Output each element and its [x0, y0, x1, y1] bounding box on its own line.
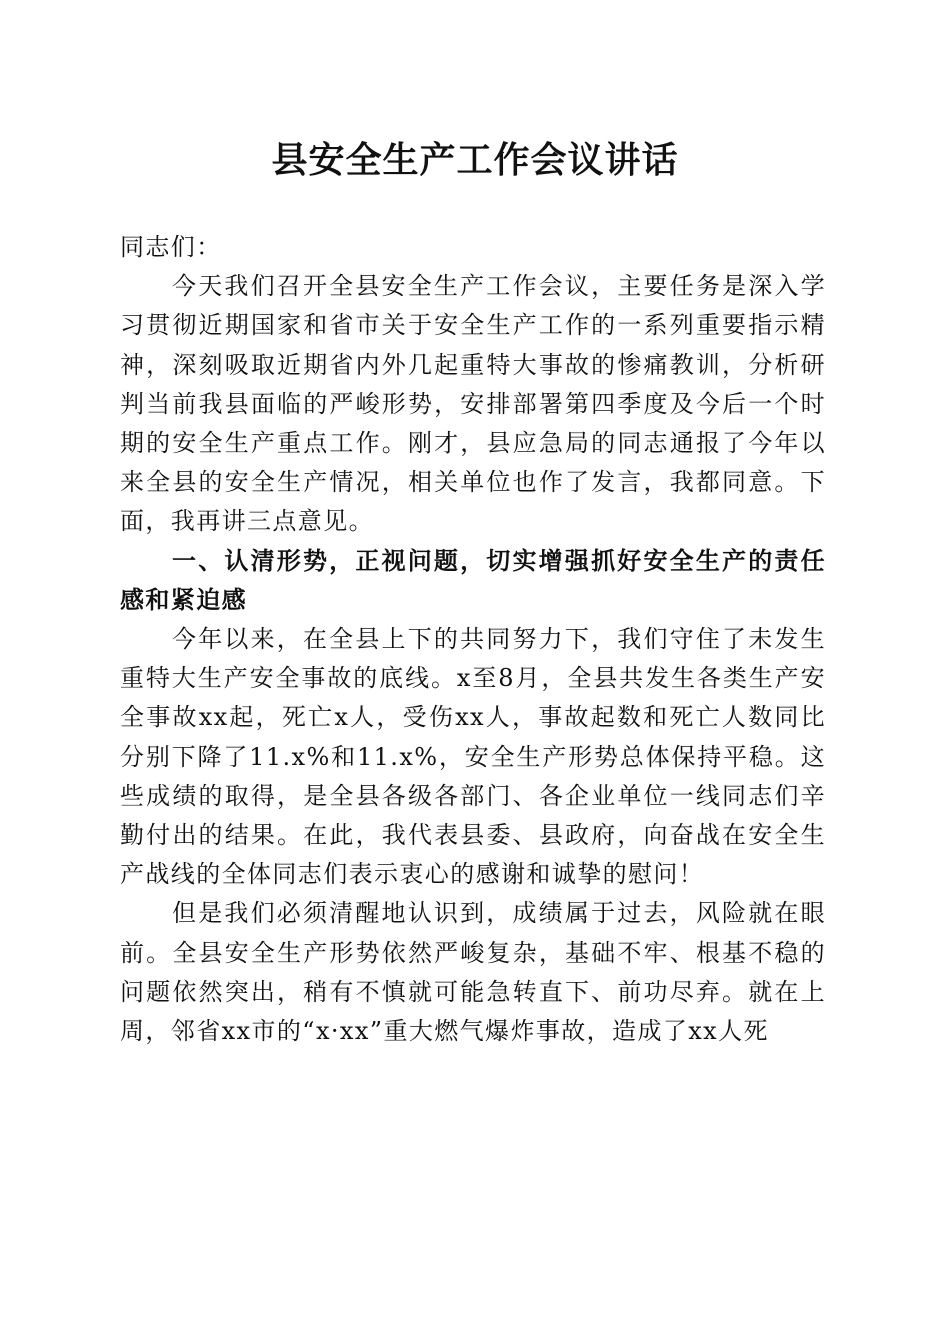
section-paragraph-2: 但是我们必须清醒地认识到，成绩属于过去，风险就在眼前。全县安全生产形势依然严峻复杂，基础不牢、根基不稳的问题依然突出，稍有不慎就可能急转直下、前功尽弃。就在上周，邻省xx市的“x·xx”重大燃气爆炸事故，造成了xx人死: [120, 899, 826, 1046]
opening-paragraph: 今天我们召开全县安全生产工作会议，主要任务是深入学习贯彻近期国家和省市关于安全生产工作的一系列重要指示精神，深刻吸取近期省内外几起重特大事故的惨痛教训，分析研判当前我县面临的严峻形势，安排部署第四季度及今后一个时期的安全生产重点工作。刚才，县应急局的同志通报了今年以来全县的安全生产情况，相关单位也作了发言，我都同意。下面，我再讲三点意见。: [120, 272, 826, 536]
section-heading: 一、认清形势，正视问题，切实增强抓好安全生产的责任感和紧迫感: [120, 546, 826, 614]
document-body: [120, 228, 826, 1051]
document-title: 县安全生产工作会议讲话: [271, 139, 679, 181]
salutation: 同志们：: [120, 233, 222, 261]
section-paragraph-1: 今年以来，在全县上下的共同努力下，我们守住了未发生重特大生产安全事故的底线。x至8月，全县共发生各类生产安全事故xx起，死亡x人，受伤xx人，事故起数和死亡人数同比分别下降了11.x%和11.x%，安全生产形势总体保持平稳。这些成绩的取得，是全县各级各部门、各企业单位一线同志们辛勤付出的结果。在此，我代表县委、县政府，向奋战在安全生产战线的全体同志们表示衷心的感谢和诚挚的慰问！: [120, 625, 826, 889]
